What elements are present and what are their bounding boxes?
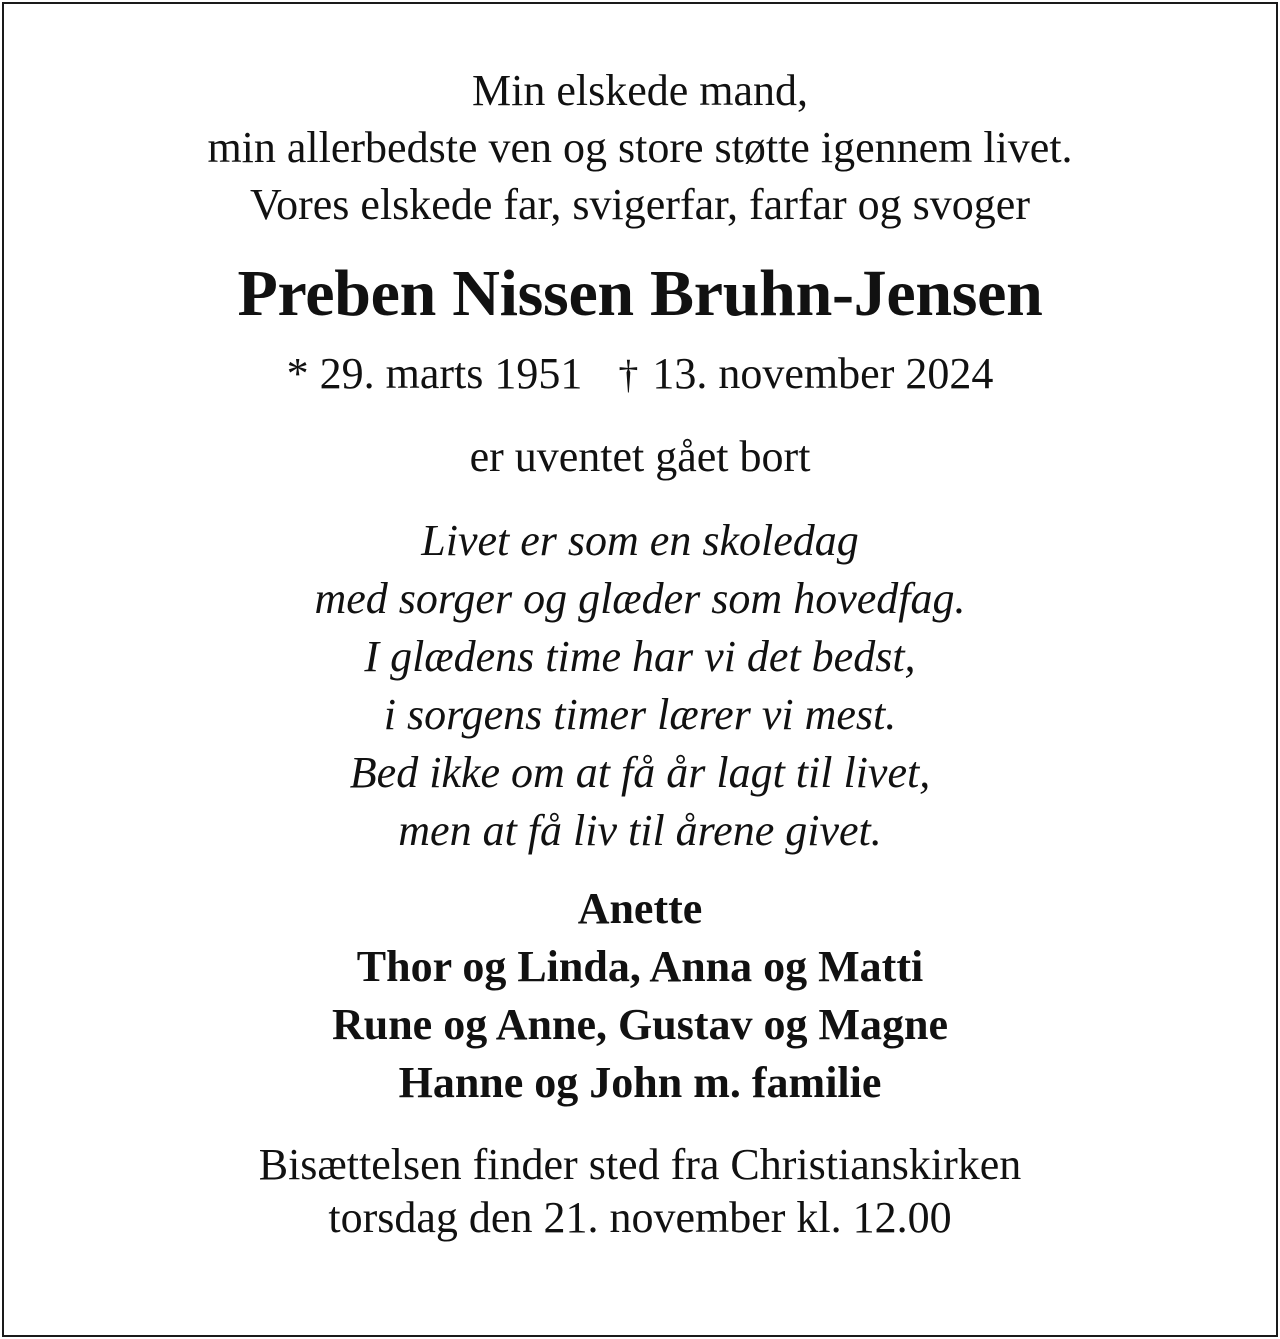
birth-date: * 29. marts 1951 xyxy=(286,349,583,398)
family-line: Rune og Anne, Gustav og Magne xyxy=(331,1000,949,1049)
intro-line: Min elskede mand, xyxy=(471,66,809,115)
ceremony-line: Bisættelsen finder sted fra Christianskirken xyxy=(258,1140,1022,1189)
deceased-name: Preben Nissen Bruhn-Jensen xyxy=(237,257,1043,330)
poem-line: I glædens time har vi det bedst, xyxy=(364,632,916,681)
family-line: Anette xyxy=(577,884,703,933)
intro-line: min allerbedste ven og store støtte igennem livet. xyxy=(207,123,1073,172)
family-signatures xyxy=(4,880,1276,1112)
poem-line: Livet er som en skoledag xyxy=(421,516,859,565)
poem-line: med sorger og glæder som hovedfag. xyxy=(314,574,966,623)
poem-line: Bed ikke om at få år lagt til livet, xyxy=(349,748,931,797)
memorial-poem xyxy=(4,512,1276,860)
funeral-details xyxy=(4,1138,1276,1244)
family-line: Thor og Linda, Anna og Matti xyxy=(356,942,924,991)
poem-line: men at få liv til årene givet. xyxy=(398,806,882,855)
life-dates xyxy=(4,346,1276,403)
family-line: Hanne og John m. familie xyxy=(398,1058,882,1107)
obituary-frame xyxy=(2,2,1278,1337)
death-date: 13. november 2024 xyxy=(652,349,994,398)
obituary-notice xyxy=(4,4,1276,1244)
intro-line: Vores elskede far, svigerfar, farfar og svoger xyxy=(250,180,1030,229)
intro-text xyxy=(4,62,1276,233)
ceremony-line: torsdag den 21. november kl. 12.00 xyxy=(328,1193,952,1242)
poem-line: i sorgens timer lærer vi mest. xyxy=(383,690,897,739)
cross-icon: † xyxy=(618,352,639,397)
passed-away-text: er uventet gået bort xyxy=(469,432,811,481)
